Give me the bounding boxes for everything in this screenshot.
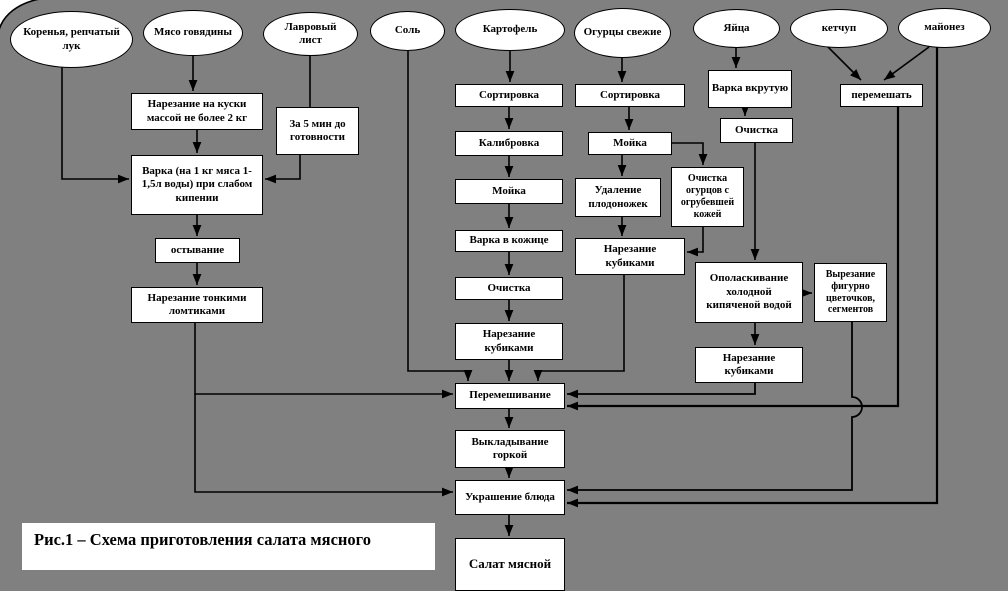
step-heap: Выкладывание горкой <box>455 430 565 468</box>
figure-caption: Рис.1 – Схема приготовления салата мясного <box>22 523 435 570</box>
step-potato-dice: Нарезание кубиками <box>455 323 563 360</box>
edge-cucwash-to-peelrough <box>672 143 703 165</box>
step-meat-slice: Нарезание тонкими ломтиками <box>131 287 263 323</box>
step-decorate: Украшение блюда <box>455 480 565 515</box>
step-cucumber-destalk: Удаление плодоножек <box>575 178 661 217</box>
step-meat-boil: Варка (на 1 кг мяса 1-1,5л воды) при слабом кипении <box>131 155 263 215</box>
edge-5min-to-boil <box>265 155 300 179</box>
step-potato-peel: Очистка <box>455 277 563 300</box>
ingredient-mayonnaise: майонез <box>898 8 991 48</box>
step-cucumber-wash: Мойка <box>588 132 672 155</box>
step-bay-5min: За 5 мин до готовности <box>276 107 359 155</box>
edge-eggdice-to-mix <box>567 383 755 394</box>
ingredient-ketchup: кетчуп <box>790 9 888 48</box>
step-cucumber-dice: Нарезание кубиками <box>575 238 685 275</box>
edge-roots-to-boil <box>62 66 129 179</box>
step-potato-grade: Калибровка <box>455 131 563 156</box>
step-meat-cool: остывание <box>155 238 240 263</box>
step-egg-boil: Варка вкрутую <box>708 70 792 108</box>
edge-slice-to-decorate <box>195 394 453 492</box>
ingredient-bay-leaf: Лавровый лист <box>263 12 358 56</box>
ingredient-beef: Мясо говядины <box>143 10 243 56</box>
step-salad-final: Салат мясной <box>455 538 565 591</box>
step-egg-peel: Очистка <box>720 118 793 143</box>
ingredient-salt: Соль <box>370 11 445 51</box>
step-meat-cut-pieces: Нарезание на куски массой не более 2 кг <box>131 93 263 130</box>
edge-peelrough-to-cucdice <box>687 227 703 252</box>
ingredient-cucumbers: Огурцы свежие <box>574 8 671 58</box>
edge-mayo-to-sauce <box>884 47 929 80</box>
step-sauce-mix: перемешать <box>840 84 923 107</box>
step-mixing: Перемешивание <box>455 383 565 409</box>
step-egg-dice: Нарезание кубиками <box>695 347 803 383</box>
step-cucumber-sort: Сортировка <box>575 84 685 107</box>
edge-slice-to-mix <box>195 323 453 394</box>
step-egg-rinse: Ополаскивание холодной кипяченой водой <box>695 262 803 323</box>
ingredient-eggs: Яйца <box>693 9 780 48</box>
step-potato-boil-skin: Варка в кожице <box>455 230 563 252</box>
ingredient-roots-onion: Коренья, репчатый лук <box>10 11 133 68</box>
edge-ketchup-to-sauce <box>828 47 861 80</box>
step-cucumber-peel-rough: Очистка огурцов с огрубевшей кожей <box>671 167 744 227</box>
ingredient-potato: Картофель <box>455 9 565 51</box>
step-egg-carve: Вырезание фигурно цветочков, сегментов <box>814 263 887 322</box>
step-potato-wash: Мойка <box>455 179 563 204</box>
step-potato-sort: Сортировка <box>455 84 563 107</box>
